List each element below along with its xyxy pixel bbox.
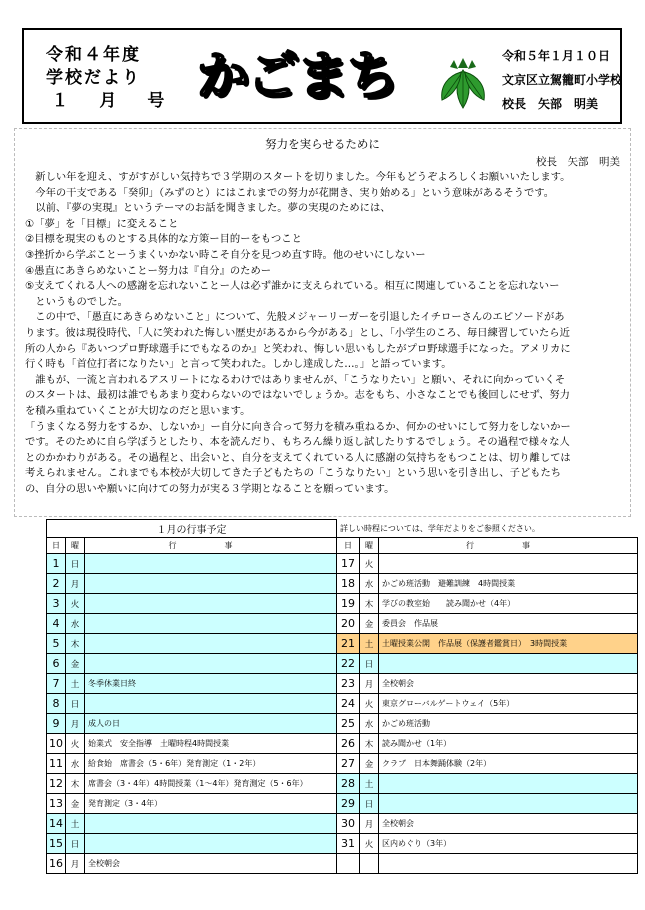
- article-body: [15, 170, 630, 497]
- article-line: 行く時も「首位打者になりたい」と言って笑われた。しかし達成した…。」と語っています。: [25, 358, 452, 371]
- issue-date: 令和５年１月１０日: [502, 49, 611, 63]
- article-line: この中で、「愚直にあきらめないこと」について、先般メジャーリーガーを引退したイチローさんのエピソードがあ: [25, 311, 565, 324]
- weekday-cell: 火: [360, 694, 379, 714]
- col-day-header: 日: [47, 538, 66, 554]
- weekday-cell: 日: [66, 834, 85, 854]
- event-cell: [85, 594, 337, 614]
- weekday-cell: 土: [360, 774, 379, 794]
- weekday-cell: 木: [360, 734, 379, 754]
- day-cell: 30: [337, 814, 360, 834]
- schedule-row: [47, 714, 638, 734]
- col-week-header: 曜: [66, 538, 85, 554]
- event-cell: 冬季休業日終: [85, 674, 337, 694]
- weekday-cell: 月: [66, 574, 85, 594]
- article-line: を積み重ねていくことが大切なのだと思います。: [25, 404, 251, 417]
- weekday-cell: 木: [360, 594, 379, 614]
- day-cell: 8: [47, 694, 66, 714]
- col-day-header: 日: [337, 538, 360, 554]
- principal-name: 校長 矢部 明美: [502, 97, 599, 111]
- newsletter-issue-label: [46, 44, 186, 113]
- day-cell: [337, 854, 360, 874]
- event-cell: [379, 794, 638, 814]
- day-cell: 29: [337, 794, 360, 814]
- day-cell: 6: [47, 654, 66, 674]
- weekday-cell: 月: [360, 674, 379, 694]
- weekday-cell: 木: [66, 634, 85, 654]
- article-line: ③挫折から学ぶことーうまくいかない時こそ自分を見つめ直す時。他のせいにしないー: [25, 248, 426, 261]
- schedule-row: [47, 774, 638, 794]
- event-cell: クラブ 日本舞踊体験（2年）: [379, 754, 638, 774]
- event-cell: [85, 814, 337, 834]
- day-cell: 9: [47, 714, 66, 734]
- schedule-title: １月の行事予定: [47, 520, 337, 538]
- schedule-row: [47, 694, 638, 714]
- article-line: ②目標を現実のものとする具体的な方策ー目的ーをもつこと: [25, 233, 302, 246]
- day-cell: 24: [337, 694, 360, 714]
- issue-info: [502, 44, 622, 116]
- col-event-header: 行 事: [85, 538, 337, 554]
- weekday-cell: 金: [66, 654, 85, 674]
- event-cell: [85, 554, 337, 574]
- weekday-cell: 水: [360, 714, 379, 734]
- schedule-row: [47, 614, 638, 634]
- weekday-cell: 日: [66, 554, 85, 574]
- schedule-row: [47, 814, 638, 834]
- weekday-cell: [360, 854, 379, 874]
- schedule-table: [46, 519, 638, 874]
- weekday-cell: 金: [360, 614, 379, 634]
- day-cell: 20: [337, 614, 360, 634]
- header-frame: [22, 28, 622, 124]
- article-line: ①「夢」を「目標」に変えること: [25, 217, 179, 230]
- weekday-cell: 水: [66, 614, 85, 634]
- weekday-cell: 月: [66, 854, 85, 874]
- schedule-row: [47, 654, 638, 674]
- weekday-cell: 火: [360, 834, 379, 854]
- schedule-row: [47, 674, 638, 694]
- event-cell: [85, 634, 337, 654]
- issue-month-label: １ 月 号: [51, 91, 165, 111]
- article-line: 考えられません。これまでも本校が大切してきた子どもたちの「こうなりたい」という思いを引き出し、子どもたち: [25, 467, 562, 480]
- day-cell: 1: [47, 554, 66, 574]
- event-cell: 全校朝会: [379, 674, 638, 694]
- event-cell: [85, 574, 337, 594]
- schedule-note: 詳しい時程については、学年だよりをご参照ください。: [337, 520, 638, 538]
- weekday-cell: 水: [360, 574, 379, 594]
- day-cell: 5: [47, 634, 66, 654]
- article-line: ④愚直にあきらめないことー努力は『自分』のためー: [25, 264, 272, 277]
- schedule-row: [47, 734, 638, 754]
- day-cell: 14: [47, 814, 66, 834]
- event-cell: 区内めぐり（3年）: [379, 834, 638, 854]
- day-cell: 22: [337, 654, 360, 674]
- article-line: のスタートは、最初は誰でもあまり変わらないのではないでしょうか。志をもち、小さなことでも後回しにせず、努力: [25, 389, 570, 402]
- schedule-row: [47, 634, 638, 654]
- event-cell: かごめ班活動 避難訓練 4時間授業: [379, 574, 638, 594]
- day-cell: 12: [47, 774, 66, 794]
- day-cell: 18: [337, 574, 360, 594]
- event-cell: 成人の日: [85, 714, 337, 734]
- weekday-cell: 金: [66, 794, 85, 814]
- event-cell: 読み聞かせ（1年）: [379, 734, 638, 754]
- day-cell: 27: [337, 754, 360, 774]
- event-cell: 全校朝会: [379, 814, 638, 834]
- col-event-header: 行 事: [379, 538, 638, 554]
- weekday-cell: 日: [360, 654, 379, 674]
- weekday-cell: 水: [66, 754, 85, 774]
- day-cell: 21: [337, 634, 360, 654]
- event-cell: 席書会（3・4年）4時間授業（1～4年）発育測定（5・6年）: [85, 774, 337, 794]
- article-line: 誰もが、一流と言われるアスリートになるわけではありませんが、「こうなりたい」と願い、それに向かっていくそ: [25, 373, 566, 386]
- event-cell: 土曜授業公開 作品展（保護者鑑賞日） 3時間授業: [379, 634, 638, 654]
- article-line: 「うまくなる努力をするか、しないか」ー自分に向き合って努力を積み重ねるか、何かのせいにして努力をしないかー: [25, 420, 571, 433]
- event-cell: [85, 654, 337, 674]
- day-cell: 16: [47, 854, 66, 874]
- event-schedule: [46, 519, 637, 889]
- day-cell: 23: [337, 674, 360, 694]
- fiscal-year-label: 令和４年度: [46, 45, 141, 65]
- event-cell: 全校朝会: [85, 854, 337, 874]
- event-cell: [379, 654, 638, 674]
- article-line: ります。彼は現役時代、「人に笑われた悔しい歴史があるから今がある」とし、「小学生のころ、毎日練習していたら近: [25, 326, 570, 339]
- event-cell: 学びの教室始 読み聞かせ（4年）: [379, 594, 638, 614]
- weekday-cell: 土: [360, 634, 379, 654]
- article-title: 努力を実らせるために: [265, 137, 380, 151]
- schedule-row: [47, 754, 638, 774]
- newsletter-title: かごまち: [197, 47, 398, 107]
- weekday-cell: 月: [360, 814, 379, 834]
- event-cell: 給食始 席書会（5・6年）発育測定（1・2年）: [85, 754, 337, 774]
- day-cell: 11: [47, 754, 66, 774]
- weekday-cell: 火: [360, 554, 379, 574]
- article-line: です。そのために自ら学ぼうとしたり、本を読んだり、もちろん繰り返し試したりするでしょう。その過程で様々な人: [25, 436, 570, 449]
- day-cell: 7: [47, 674, 66, 694]
- day-cell: 13: [47, 794, 66, 814]
- event-cell: [379, 774, 638, 794]
- weekday-cell: 土: [66, 814, 85, 834]
- col-week-header: 曜: [360, 538, 379, 554]
- weekday-cell: 月: [66, 714, 85, 734]
- event-cell: 発育測定（3・4年）: [85, 794, 337, 814]
- event-cell: [85, 694, 337, 714]
- day-cell: 3: [47, 594, 66, 614]
- principal-message: [14, 128, 631, 517]
- schedule-row: [47, 594, 638, 614]
- school-emblem-icon: [436, 52, 490, 112]
- event-cell: [85, 834, 337, 854]
- article-author: 校長 矢部 明美: [536, 156, 620, 168]
- day-cell: 26: [337, 734, 360, 754]
- event-cell: 東京グローバルゲートウェイ（5年）: [379, 694, 638, 714]
- article-line: 今年の干支である「癸卯」（みずのと）にはこれまでの努力が花開き、実り始める」という意味があるそうです。: [25, 186, 555, 199]
- event-cell: [379, 854, 638, 874]
- day-cell: 2: [47, 574, 66, 594]
- school-name: 文京区立駕籠町小学校: [502, 73, 623, 87]
- day-cell: 28: [337, 774, 360, 794]
- event-cell: 始業式 安全指導 土曜時程4時間授業: [85, 734, 337, 754]
- day-cell: 4: [47, 614, 66, 634]
- weekday-cell: 木: [66, 774, 85, 794]
- event-cell: かごめ班活動: [379, 714, 638, 734]
- day-cell: 25: [337, 714, 360, 734]
- weekday-cell: 日: [360, 794, 379, 814]
- day-cell: 10: [47, 734, 66, 754]
- day-cell: 17: [337, 554, 360, 574]
- weekday-cell: 日: [66, 694, 85, 714]
- day-cell: 31: [337, 834, 360, 854]
- article-line: とのかかわりがある。その過程と、出会いと、自分を支えてくれている人に感謝の気持ちをもつことは、切り離しては: [25, 451, 571, 464]
- schedule-row: [47, 834, 638, 854]
- day-cell: 15: [47, 834, 66, 854]
- weekday-cell: 火: [66, 734, 85, 754]
- event-cell: [85, 614, 337, 634]
- newsletter-type-label: 学校だより: [46, 68, 141, 88]
- schedule-row: [47, 554, 638, 574]
- weekday-cell: 火: [66, 594, 85, 614]
- article-line: というものでした。: [25, 295, 128, 308]
- schedule-row: [47, 854, 638, 874]
- event-cell: [379, 554, 638, 574]
- article-line: 以前、『夢の実現』というテーマのお話を聞きました。夢の実現のためには、: [25, 202, 391, 215]
- weekday-cell: 土: [66, 674, 85, 694]
- weekday-cell: 金: [360, 754, 379, 774]
- event-cell: 委員会 作品展: [379, 614, 638, 634]
- article-line: ⑤支えてくれる人への感謝を忘れないことー人は必ず誰かに支えられている。相互に関連していることを忘れないー: [25, 280, 560, 293]
- day-cell: 19: [337, 594, 360, 614]
- article-line: 所の人から『あいつプロ野球選手にでもなるのか』と笑われ、悔しい思いもしたがプロ野球選手になった。アメリカに: [25, 342, 571, 355]
- article-line: の、自分の思いや願いに向けての努力が実る３学期となることを願っています。: [25, 482, 395, 495]
- schedule-row: [47, 574, 638, 594]
- schedule-row: [47, 794, 638, 814]
- article-line: 新しい年を迎え、すがすがしい気持ちで３学期のスタートを切りました。今年もどうぞよろしくお願いいたします。: [25, 171, 571, 183]
